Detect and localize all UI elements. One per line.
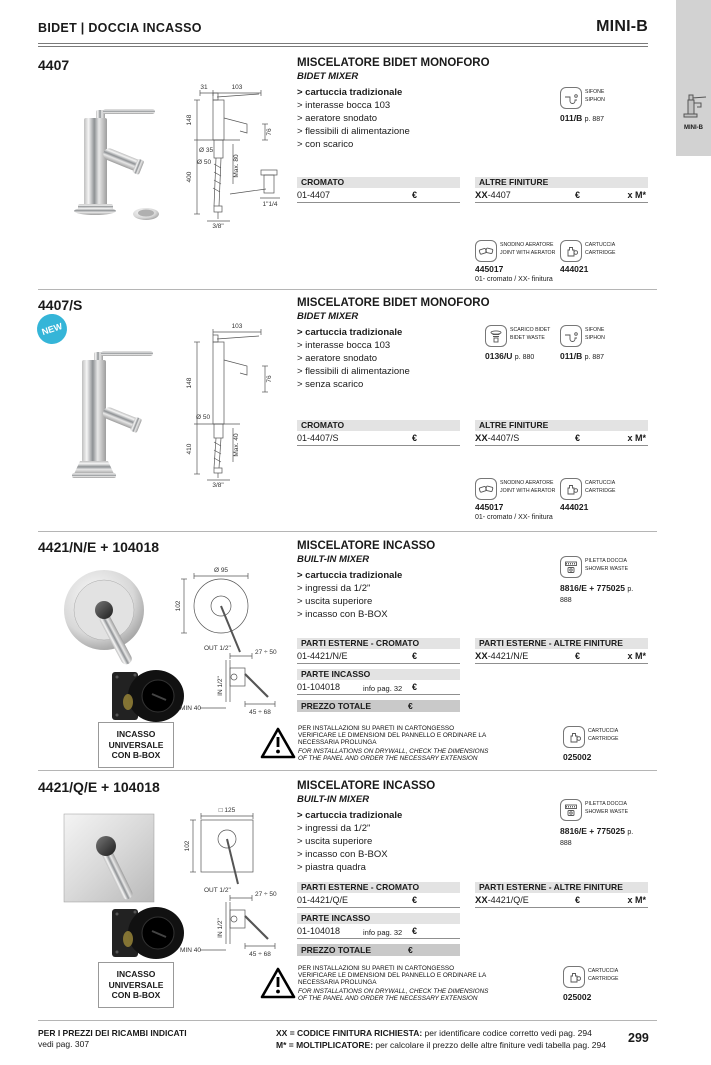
warning-text-en: FOR INSTALLATIONS ON DRYWALL, CHECK THE DIMENSIONS OF THE PANEL AND ORDER THE NECESSARY EXTENSION (298, 987, 489, 1002)
siphon-icon (560, 325, 582, 347)
dim-label: 76 (266, 128, 273, 136)
spare-code: 025002 (563, 992, 592, 1002)
dim-label: 400 (186, 171, 193, 183)
spare-note: 01- cromato / XX- finitura (475, 514, 553, 521)
finish-prefix: XX (475, 433, 488, 444)
feature-item: > incasso con B-BOX (297, 849, 388, 860)
price-row (475, 188, 648, 203)
spare-cartridge (563, 726, 618, 748)
feature-list (297, 569, 435, 621)
spare-code: 445017 (475, 502, 504, 512)
currency: € (412, 682, 418, 692)
product-photo-round-plate (52, 568, 172, 668)
multiplier: x M* (627, 433, 646, 443)
installation-warning (298, 725, 490, 762)
price-header: PARTI ESTERNE - ALTRE FINITURE (475, 638, 648, 649)
product-photo-bidet-mixer (46, 92, 176, 222)
dim-label: Max. 40 (233, 433, 240, 457)
price-row (297, 893, 460, 908)
accessory-label: SIFONE SIPHON (585, 89, 605, 104)
cartridge-icon (560, 240, 582, 262)
currency: € (408, 945, 413, 955)
accessory-code: 8816/E + 775025 p. 888 (560, 826, 634, 847)
footer-divider (38, 1020, 657, 1021)
breadcrumb: BIDET | DOCCIA INCASSO (38, 21, 202, 35)
feature-item: > interasse bocca 103 (297, 100, 391, 111)
product-subtitle: BIDET MIXER (297, 311, 359, 322)
feature-item: > ingressi da 1/2" (297, 583, 371, 594)
product-photo-bbox (108, 903, 188, 963)
product-description (297, 540, 435, 621)
feature-item: > aeratore snodato (297, 353, 378, 364)
feature-list (297, 326, 490, 391)
finish-prefix: XX (475, 190, 488, 201)
multiplier: x M* (627, 190, 646, 200)
article-code: 01-104018 (297, 926, 341, 936)
accessory-label: PILETTA DOCCIA SHOWER WASTE (585, 558, 629, 573)
shower-waste-icon (560, 799, 582, 821)
accessory-label: SCARICO BIDET BIDET WASTE (510, 327, 551, 342)
article-code: 01-4407/S (297, 433, 339, 443)
price-total-row: PREZZO TOTALE € (297, 700, 460, 712)
price-row (297, 924, 460, 939)
currency: € (408, 701, 413, 711)
article-code: 01-4421/N/E (297, 651, 348, 661)
product-code: 4407 (38, 57, 70, 73)
faucet-icon (681, 92, 707, 122)
spare-code: 025002 (563, 752, 592, 762)
spare-label: SNODINO AERATORE JOINT WITH AERATOR (500, 480, 556, 495)
siphon-icon (560, 87, 582, 109)
feature-item: > incasso con B-BOX (297, 609, 388, 620)
accessory-siphon (560, 87, 605, 109)
spare-joint-aerator (475, 240, 555, 262)
dim-label: OUT 1/2" (204, 887, 231, 894)
product-code: 4421/N/E + 104018 (38, 539, 160, 555)
product-subtitle: BIDET MIXER (297, 71, 359, 82)
dim-label: Ø 35 (199, 147, 214, 154)
technical-drawing-4407 (160, 78, 300, 233)
price-header: PARTE INCASSO (297, 669, 460, 680)
article-code: -4407 (487, 190, 511, 200)
bbox-callout: INCASSO UNIVERSALE CON B-BOX (98, 962, 174, 1008)
price-header: CROMATO (297, 177, 460, 188)
dim-label: 3/8" (212, 223, 224, 230)
dim-label: MIN 40 (180, 947, 201, 954)
feature-item: > aeratore snodato (297, 113, 378, 124)
price-row (297, 649, 460, 664)
finish-prefix: XX (475, 895, 488, 906)
price-table-parti-esterne (297, 882, 460, 956)
price-table-altre-finiture (475, 882, 648, 908)
footer-finish-code-note: XX = CODICE FINITURA RICHIESTA: per identificare codice corretto vedi pag. 294 (276, 1028, 592, 1038)
brand-title: MINI-B (596, 18, 648, 35)
feature-item: > cartuccia tradizionale (297, 87, 403, 98)
price-header: ALTRE FINITURE (475, 420, 648, 431)
section-divider (38, 770, 657, 771)
spare-code: 444021 (560, 502, 589, 512)
accessory-code: 0136/U p. 880 (485, 351, 535, 361)
joint-aerator-icon (475, 240, 497, 262)
price-table-parti-esterne (297, 638, 460, 712)
header-rule (38, 43, 648, 47)
article-code: 01-4421/Q/E (297, 895, 349, 905)
currency: € (575, 433, 581, 443)
currency: € (412, 651, 418, 661)
article-code: -4421/N/E (487, 651, 529, 661)
product-description (297, 57, 490, 151)
product-subtitle: BUILT-IN MIXER (297, 794, 370, 805)
price-table-cromato (297, 420, 460, 446)
spare-cartridge (563, 966, 618, 988)
product-photo-bidet-mixer (50, 340, 170, 488)
currency: € (575, 651, 581, 661)
spare-cartridge (560, 478, 615, 500)
spare-cartridge (560, 240, 615, 262)
currency: € (575, 895, 581, 905)
feature-item: > cartuccia tradizionale (297, 327, 403, 338)
dim-label: MIN 40 (180, 705, 201, 712)
technical-drawing-4407s (160, 322, 300, 492)
technical-drawing-side (178, 642, 288, 716)
accessory-shower-waste (560, 556, 628, 578)
price-row (475, 893, 648, 908)
dim-label: Ø 95 (213, 567, 229, 574)
dim-label: 76 (266, 375, 273, 383)
joint-aerator-icon (475, 478, 497, 500)
feature-item: > uscita superiore (297, 596, 373, 607)
dim-label: 45 ÷ 68 (249, 951, 271, 958)
dim-label: 102 (175, 600, 182, 612)
info-page-ref: info pag. 32 (363, 684, 403, 693)
price-table-altre-finiture (475, 638, 648, 664)
dim-label: 1"1/4 (262, 201, 278, 208)
dim-label: OUT 1/2" (204, 645, 231, 652)
feature-item: > con scarico (297, 139, 354, 150)
side-tab-mini-b[interactable] (676, 0, 711, 156)
dim-label: Ø 50 (196, 414, 211, 421)
product-photo-square-plate (56, 810, 166, 910)
section-divider (38, 531, 657, 532)
warning-text-en: FOR INSTALLATIONS ON DRYWALL, CHECK THE DIMENSIONS OF THE PANEL AND ORDER THE NECESSARY EXTENSION (298, 747, 489, 762)
footer-multiplier-note: M* = MOLTIPLICATORE: per calcolare il prezzo delle altre finiture vedi tabella pag. 294 (276, 1040, 606, 1050)
currency: € (412, 433, 418, 443)
accessory-label: PILETTA DOCCIA SHOWER WASTE (585, 801, 629, 816)
spare-note: 01- cromato / XX- finitura (475, 276, 553, 283)
feature-item: > piastra quadra (297, 862, 366, 873)
product-code: 4407/S (38, 297, 83, 313)
product-title: MISCELATORE BIDET MONOFORO (297, 297, 490, 309)
dim-label: 31 (200, 84, 208, 91)
product-title: MISCELATORE INCASSO (297, 780, 436, 792)
footer-spares-page: vedi pag. 307 (38, 1039, 90, 1049)
currency: € (412, 895, 418, 905)
price-header: CROMATO (297, 420, 460, 431)
accessory-shower-waste (560, 799, 628, 821)
page-number: 299 (628, 1031, 649, 1045)
price-header: PARTI ESTERNE - ALTRE FINITURE (475, 882, 648, 893)
product-title: MISCELATORE INCASSO (297, 540, 436, 552)
article-code: 01-104018 (297, 682, 341, 692)
dim-label: 103 (231, 323, 243, 330)
warning-text-it: PER INSTALLAZIONI SU PARETI IN CARTONGESSO VERIFICARE LE DIMENSIONI DEL PANNELLO E ORDINARE LA NECESSARIA PROLUNGA (298, 965, 486, 987)
section-divider (38, 289, 657, 290)
dim-label: 103 (231, 84, 243, 91)
feature-item: > interasse bocca 103 (297, 340, 391, 351)
new-badge: NEW (33, 310, 71, 348)
technical-drawing-plate (186, 806, 266, 890)
accessory-code: 8816/E + 775025 p. 888 (560, 583, 634, 604)
currency: € (412, 926, 418, 936)
dim-label: 27 ÷ 50 (255, 649, 277, 656)
price-total-row: PREZZO TOTALE € (297, 944, 460, 956)
currency: € (575, 190, 581, 200)
dim-label: 148 (186, 377, 193, 389)
side-tab-label: MINI-B (684, 125, 703, 131)
product-photo-bbox (108, 666, 188, 726)
spare-label: CARTUCCIA CARTRIDGE (588, 728, 619, 743)
accessory-siphon (560, 325, 605, 347)
price-row (297, 680, 460, 695)
feature-item: > flessibili di alimentazione (297, 366, 410, 377)
dim-label: Max. 80 (233, 154, 240, 178)
dim-label: 27 ÷ 50 (255, 891, 277, 898)
feature-item: > uscita superiore (297, 836, 373, 847)
bidet-waste-icon (485, 325, 507, 347)
article-code: 01-4407 (297, 190, 331, 200)
product-description (297, 780, 435, 874)
spare-label: CARTUCCIA CARTRIDGE (588, 968, 619, 983)
dim-label: IN 1/2" (217, 676, 224, 696)
price-header: PARTE INCASSO (297, 913, 460, 924)
price-row (297, 431, 460, 446)
price-row (297, 188, 460, 203)
price-table-cromato (297, 177, 460, 203)
price-row (475, 431, 648, 446)
footer-spares-note: PER I PREZZI DEI RICAMBI INDICATI (38, 1028, 187, 1038)
feature-item: > cartuccia tradizionale (297, 570, 403, 581)
price-table-altre-finiture (475, 177, 648, 203)
feature-item: > senza scarico (297, 379, 364, 390)
accessory-label: SIFONE SIPHON (585, 327, 605, 342)
feature-list (297, 86, 490, 151)
product-subtitle: BUILT-IN MIXER (297, 554, 370, 565)
price-header: PARTI ESTERNE - CROMATO (297, 638, 460, 649)
multiplier: x M* (627, 895, 646, 905)
spare-code: 444021 (560, 264, 589, 274)
dim-label: 410 (186, 443, 193, 455)
dim-label: 102 (184, 840, 191, 852)
warning-triangle-icon (260, 966, 296, 1000)
accessory-code: 011/B p. 887 (560, 351, 605, 361)
spare-label: CARTUCCIA CARTRIDGE (585, 242, 616, 257)
technical-drawing-side (178, 884, 288, 958)
multiplier: x M* (627, 651, 646, 661)
cartridge-icon (563, 966, 585, 988)
dim-label: □ 125 (218, 807, 236, 814)
feature-list (297, 809, 435, 874)
article-code: -4421/Q/E (487, 895, 529, 905)
spare-joint-aerator (475, 478, 555, 500)
cartridge-icon (563, 726, 585, 748)
product-description (297, 297, 490, 391)
feature-item: > cartuccia tradizionale (297, 810, 403, 821)
feature-item: > flessibili di alimentazione (297, 126, 410, 137)
info-page-ref: info pag. 32 (363, 928, 403, 937)
price-header: ALTRE FINITURE (475, 177, 648, 188)
cartridge-icon (560, 478, 582, 500)
dim-label: 3/8" (212, 482, 224, 489)
accessory-bidet-waste (485, 325, 550, 347)
feature-item: > ingressi da 1/2" (297, 823, 371, 834)
finish-prefix: XX (475, 651, 488, 662)
spare-code: 445017 (475, 264, 504, 274)
product-title: MISCELATORE BIDET MONOFORO (297, 57, 490, 69)
dim-label: 148 (186, 114, 193, 126)
installation-warning (298, 965, 490, 1002)
warning-triangle-icon (260, 726, 296, 760)
product-code: 4421/Q/E + 104018 (38, 779, 160, 795)
price-row (475, 649, 648, 664)
accessory-code: 011/B p. 887 (560, 113, 605, 123)
dim-label: 45 ÷ 68 (249, 709, 271, 716)
bbox-callout: INCASSO UNIVERSALE CON B-BOX (98, 722, 174, 768)
dim-label: Ø 50 (197, 159, 212, 166)
warning-text-it: PER INSTALLAZIONI SU PARETI IN CARTONGESSO VERIFICARE LE DIMENSIONI DEL PANNELLO E ORDINARE LA NECESSARIA PROLUNGA (298, 725, 486, 747)
currency: € (412, 190, 418, 200)
dim-label: IN 1/2" (217, 918, 224, 938)
price-header: PARTI ESTERNE - CROMATO (297, 882, 460, 893)
price-table-altre-finiture (475, 420, 648, 446)
spare-label: SNODINO AERATORE JOINT WITH AERATOR (500, 242, 556, 257)
spare-label: CARTUCCIA CARTRIDGE (585, 480, 616, 495)
article-code: -4407/S (487, 433, 520, 443)
shower-waste-icon (560, 556, 582, 578)
